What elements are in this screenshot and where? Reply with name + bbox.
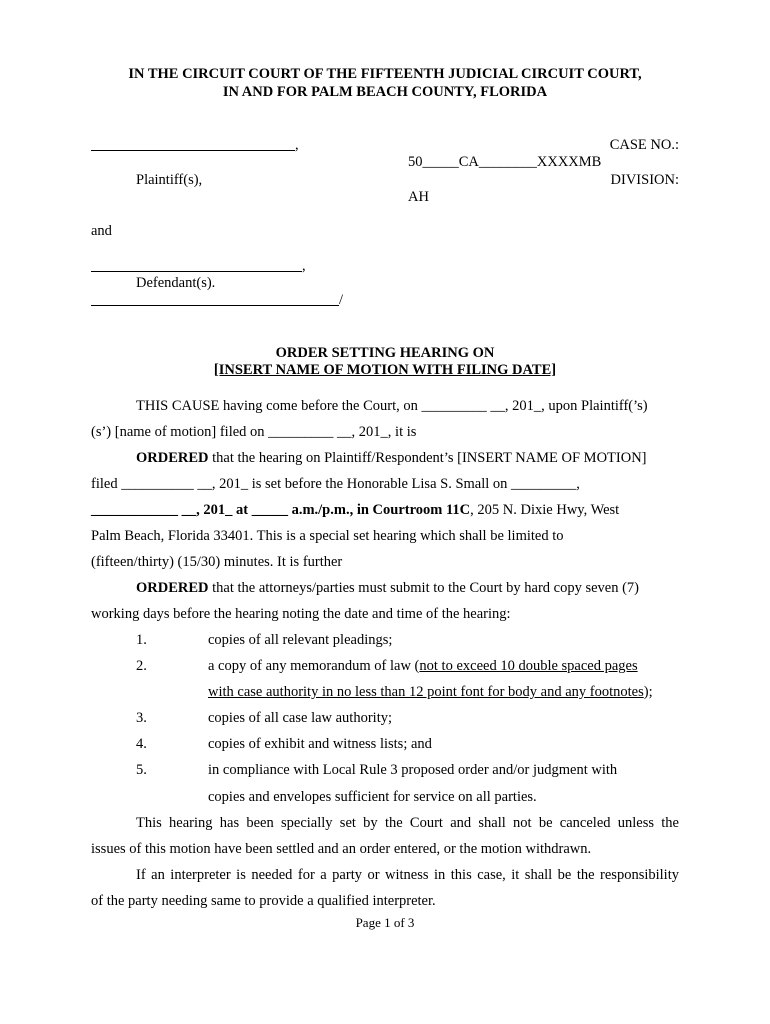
paragraph-4-line-2: issues of this motion have been settled and an order entered, or the motion withdrawn. [91, 841, 592, 857]
plaintiff-blank-line [91, 150, 295, 151]
list-number-2: 2. [136, 658, 147, 674]
ordered-keyword: ORDERED [136, 580, 209, 596]
case-no-value: 50_____CA________XXXXMB [408, 154, 602, 170]
list-number-4: 4. [136, 736, 147, 752]
paragraph-4-line-1: This hearing has been specially set by the Court and shall not be canceled unless the [136, 815, 679, 831]
list-item-2-line-2 [208, 684, 653, 701]
paragraph-3-line-1 [136, 580, 639, 597]
list-number-3: 3. [136, 710, 147, 726]
ordered-keyword: ORDERED [136, 450, 209, 466]
list-number-1: 1. [136, 632, 147, 648]
division-label: DIVISION: [610, 172, 679, 188]
paragraph-2-line-3 [91, 502, 619, 519]
caption-closing-line [91, 305, 339, 306]
list-item-3: copies of all case law authority; [208, 710, 393, 726]
caption-slash: / [339, 292, 344, 308]
paragraph-2-line-1 [136, 450, 647, 467]
list-item-2-line-1 [208, 658, 638, 675]
order-title-line1: ORDER SETTING HEARING ON [275, 345, 495, 361]
plaintiff-label: Plaintiff(s), [136, 172, 203, 188]
plaintiff-comma: , [295, 137, 299, 153]
page-number: Page 1 of 3 [355, 915, 415, 930]
paragraph-1-line-1: THIS CAUSE having come before the Court, on _________ __, 201_, upon Plaintiff(’s) [136, 398, 648, 414]
paragraph-3-line-2: working days before the hearing noting the date and time of the hearing: [91, 606, 511, 622]
font-requirement-underlined: with case authority in no less than 12 point font for body and any footnotes [208, 684, 644, 700]
paragraph-5-line-2: of the party needing same to provide a qualified interpreter. [91, 893, 436, 909]
list-item-2-end: ); [643, 684, 653, 700]
defendant-comma: , [302, 258, 306, 274]
division-value: AH [408, 189, 429, 205]
list-item-1: copies of all relevant pleadings; [208, 632, 393, 648]
paragraph-2-line-3-text: , 205 N. Dixie Hwy, West [470, 502, 620, 518]
defendant-blank-line [91, 271, 302, 272]
paragraph-2-line-5: (fifteen/thirty) (15/30) minutes. It is further [91, 554, 343, 570]
list-number-5: 5. [136, 762, 147, 778]
paragraph-3-line-1-text: that the attorneys/parties must submit to the Court by hard copy seven (7) [208, 580, 639, 596]
paragraph-2-line-4: Palm Beach, Florida 33401. This is a special set hearing which shall be limited to [91, 528, 564, 544]
court-header-line1: IN THE CIRCUIT COURT OF THE FIFTEENTH JUDICIAL CIRCUIT COURT, [128, 66, 642, 82]
paragraph-1-line-2: (s’) [name of motion] filed on _________ __, 201_, it is [91, 424, 417, 440]
court-header-line2: IN AND FOR PALM BEACH COUNTY, FLORIDA [222, 84, 548, 100]
list-item-2-text: a copy of any memorandum of law ( [208, 658, 420, 674]
paragraph-5-line-1: If an interpreter is needed for a party or witness in this case, it shall be the responsibility [136, 867, 679, 883]
defendant-label: Defendant(s). [136, 275, 216, 291]
and-label: and [91, 223, 112, 239]
case-no-label: CASE NO.: [609, 137, 679, 153]
paragraph-2-line-2: filed __________ __, 201_ is set before the Honorable Lisa S. Small on _________, [91, 476, 580, 492]
paragraph-2-line-1-text: that the hearing on Plaintiff/Respondent’s [INSERT NAME OF MOTION] [208, 450, 647, 466]
list-item-5-line-2: copies and envelopes sufficient for service on all parties. [208, 789, 537, 805]
list-item-4: copies of exhibit and witness lists; and [208, 736, 432, 752]
list-item-5-line-1: in compliance with Local Rule 3 proposed order and/or judgment with [208, 762, 618, 778]
hearing-date-time: ____________ __, 201_ at _____ a.m./p.m., in Courtroom 11C [91, 502, 471, 518]
page-limit-underlined: not to exceed 10 double spaced pages [419, 658, 638, 674]
order-title-line2: [INSERT NAME OF MOTION WITH FILING DATE] [213, 362, 557, 378]
